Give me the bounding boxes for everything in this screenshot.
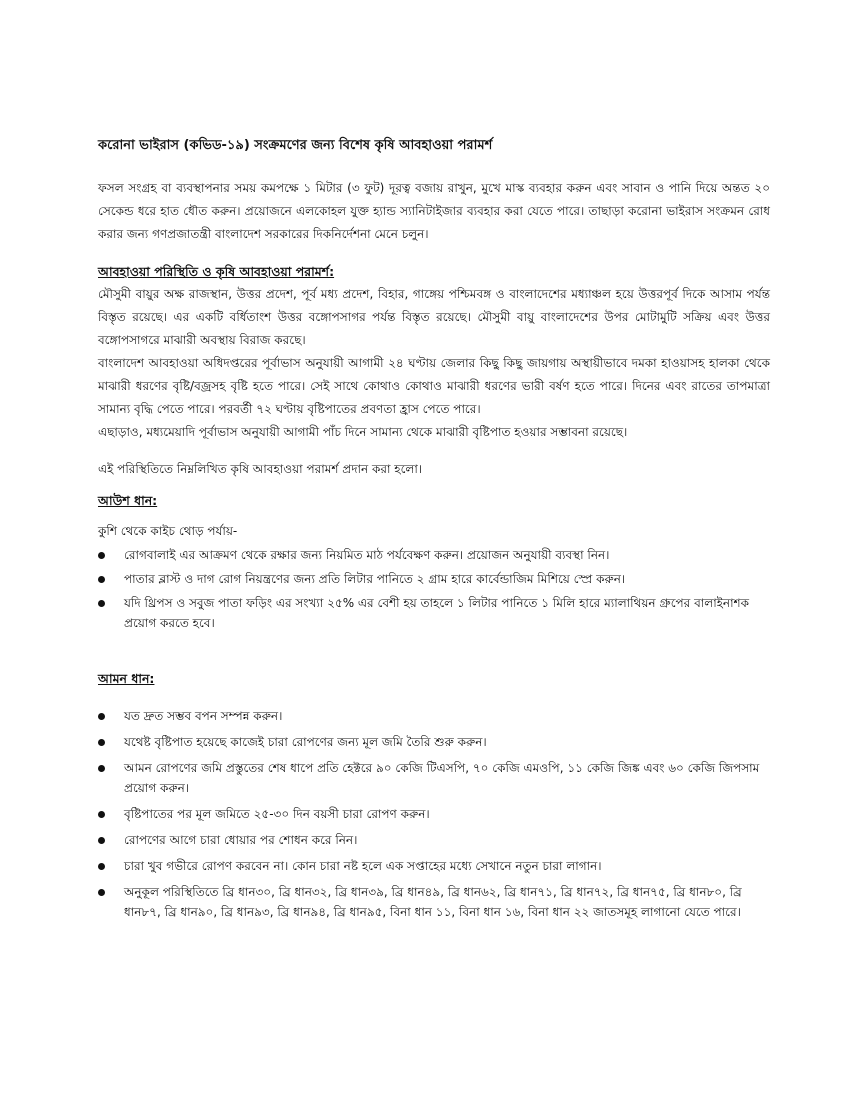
list-item: অনুকূল পরিস্থিতিতে ব্রি ধান৩০, ব্রি ধান৩২, ব্রি ধান৩৯, ব্রি ধান৪৯, ব্রি ধান৬২, ব্রি ধান৭১, ব্রি ধান৭২, ব্রি ধান৭৫, ব্রি ধান৮০, ব্রি ধান৮৭, ব্রি ধান৯০, ব্রি ধান৯৩, ব্রি ধান৯৪, ব্রি ধান৯৫, বিনা ধান ১১, বিনা ধান ১৬, বিনা ধান ২২ জাতসমূহ লাগানো যেতে পারে। [98,882,770,922]
bullet-icon [98,739,105,746]
advice-intro: এই পরিস্থিতিতে নিম্নলিখিত কৃষি আবহাওয়া পরামর্শ প্রদান করা হলো। [98,462,423,476]
bullet-icon [98,765,105,772]
list-item: বৃষ্টিপাতের পর মূল জমিতে ২৫-৩০ দিন বয়সী চারা রোপণ করুন। [98,804,770,824]
document-title: করোনা ভাইরাস (কভিড-১৯) সংক্রমণের জন্য বিশেষ কৃষি আবহাওয়া পরামর্শ [98,138,493,153]
list-item: চারা খুব গভীরে রোপণ করবেন না। কোন চারা নষ্ট হলে এক সপ্তাহের মধ্যে সেখানে নতুন চারা লাগান। [98,856,770,876]
weather-paragraph-3: এছাড়াও, মধ্যমেয়াদি পূর্বাভাস অনুযায়ী আগামী পাঁচ দিনে সামান্য থেকে মাঝারী বৃষ্টিপাত হওয়ার সম্ভাবনা রয়েছে। [98,425,628,439]
weather-paragraph-1: মৌসুমী বায়ুর অক্ষ রাজস্থান, উত্তর প্রদেশ, পূর্ব মধ্য প্রদেশ, বিহার, গাঙ্গেয় পশ্চিমবঙ্গ ও বাংলাদেশের মধ্যাঞ্চল হয়ে উত্তরপূর্ব দিকে আসাম পর্যন্ত বিস্তৃত রয়েছে। এর একটি বর্ধিতাংশ উত্তর বঙ্গোপসাগর পর্যন্ত বিস্তৃত রয়েছে। মৌসুমী বায়ু বাংলাদেশের উপর মোটামুটি সক্রিয় এবং উত্তর বঙ্গোপসাগরে মাঝারী অবস্থায় বিরাজ করছে। [98,287,770,347]
list-item: রোপণের আগে চারা ধোয়ার পর শোধন করে নিন। [98,830,770,850]
bullet-icon [98,811,105,818]
bullet-icon [98,713,105,720]
aus-heading: আউশ ধান: [98,493,158,508]
aus-stage: কুশি থেকে কাইচ থোড় পর্যায়- [98,524,238,538]
bullet-icon [98,863,105,870]
bullet-icon [98,576,105,583]
list-item: পাতার ব্লাস্ট ও দাগ রোগ নিয়ন্ত্রণের জন্য প্রতি লিটার পানিতে ২ গ্রাম হারে কার্বেন্ডাজিম মিশিয়ে স্প্রে করুন। [98,569,770,589]
bullet-icon [98,600,105,607]
list-item: যত দ্রুত সম্ভব বপন সম্পন্ন করুন। [98,706,770,726]
bullet-icon [98,552,105,559]
list-item: যথেষ্ট বৃষ্টিপাত হয়েছে কাজেই চারা রোপণের জন্য মূল জমি তৈরি শুরু করুন। [98,732,770,752]
aman-list [98,706,770,922]
weather-paragraph-2: বাংলাদেশ আবহাওয়া অধিদপ্তরের পূর্বাভাস অনুযায়ী আগামী ২৪ ঘণ্টায় জেলার কিছু কিছু জায়গায় অস্থায়ীভাবে দমকা হাওয়াসহ হালকা থেকে মাঝারী ধরণের বৃষ্টি/বজ্রসহ বৃষ্টি হতে পারে। সেই সাথে কোথাও কোথাও মাঝারী ধরণের ভারী বর্ষণ হতে পারে। দিনের এবং রাতের তাপমাত্রা সামান্য বৃদ্ধি পেতে পারে। পরবর্তী ৭২ ঘণ্টায় বৃষ্টিপাতের প্রবণতা হ্রাস পেতে পারে। [98,356,770,416]
aman-heading: আমন ধান: [98,671,155,686]
list-item: আমন রোপণের জমি প্রস্তুতের শেষ ধাপে প্রতি হেক্টরে ৯০ কেজি টিএসপি, ৭০ কেজি এমওপি, ১১ কেজি জিঙ্ক এবং ৬০ কেজি জিপসাম প্রয়োগ করুন। [98,758,770,798]
weather-heading: আবহাওয়া পরিস্থিতি ও কৃষি আবহাওয়া পরামর্শ: [98,264,335,279]
aus-list [98,545,770,633]
covid-advice-paragraph: ফসল সংগ্রহ বা ব্যবস্থাপনার সময় কমপক্ষে ১ মিটার (৩ ফুট) দূরত্ব বজায় রাখুন, মুখে মাস্ক ব্যবহার করুন এবং সাবান ও পানি দিয়ে অন্তত ২০ সেকেন্ড ধরে হাত ধৌত করুন। প্রয়োজনে এলকোহল যুক্ত হ্যান্ড স্যানিটাইজার ব্যবহার করা যেতে পারে। তাছাড়া করোনা ভাইরাস সংক্রমন রোধ করার জন্য গণপ্রজাতন্ত্রী বাংলাদেশ সরকারের দিকনির্দেশনা মেনে চলুন। [98,181,770,241]
bullet-icon [98,889,105,896]
list-item: রোগবালাই এর আক্রমণ থেকে রক্ষার জন্য নিয়মিত মাঠ পর্যবেক্ষণ করুন। প্রয়োজন অনুযায়ী ব্যবস্থা নিন। [98,545,770,565]
bullet-icon [98,837,105,844]
list-item: যদি থ্রিপস ও সবুজ পাতা ফড়িং এর সংখ্যা ২৫% এর বেশী হয় তাহলে ১ লিটার পানিতে ১ মিলি হারে ম্যালাথিয়ন গ্রুপের বালাইনাশক প্রয়োগ করতে হবে। [98,593,770,633]
